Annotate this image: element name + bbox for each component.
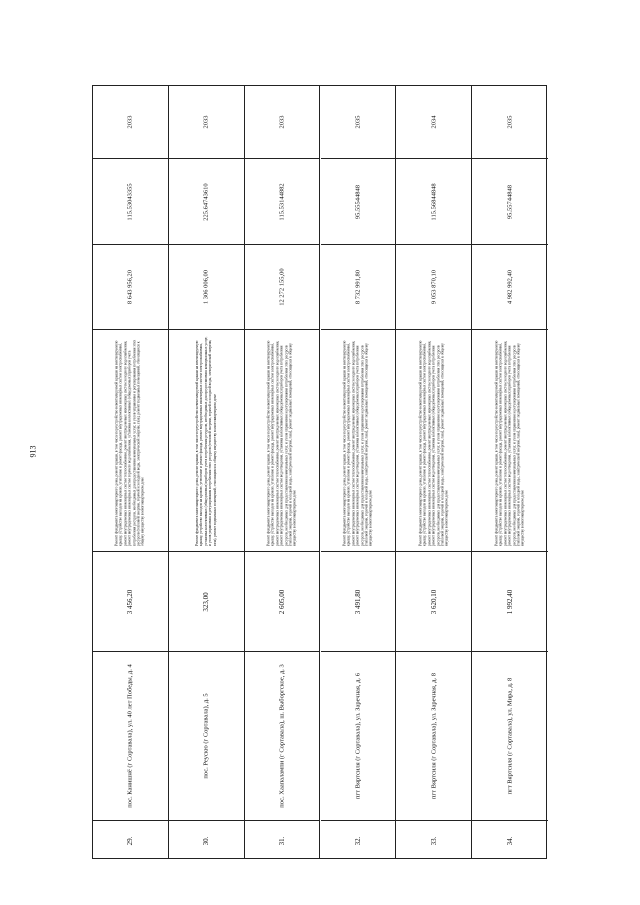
row-number: 33. bbox=[429, 836, 438, 845]
row-description-cell bbox=[245, 329, 320, 551]
row-area-cell bbox=[472, 551, 548, 651]
row-address: пос. Канишнё (г Сортавала), ул. 40 лет Победы, д. 4 bbox=[126, 664, 134, 808]
row-address: пгт Вяртсиля (г Сортавала), ул. Мира, д. 8 bbox=[506, 677, 514, 795]
row-unit-cost: 115.53043355 bbox=[126, 182, 134, 221]
row-cost: 8 643 956,20 bbox=[126, 269, 134, 305]
row-description: Ремонт фундамента многоквартирного дома, ремонт крыши, в том числе переустройство невентилируемой крыши на вентилируемую крышу, устройство выходов на кровлю, утепление и ремонт фасада, ремонт внутридомовых инженерных систем электроснабжения, установка коллективных (общедомовых) приборов учета потребления ресурсов, необходимых для предоставления коммунальных услуг, и узлов управления и регулирования потребления этих ресурсов (тепловой энергии, горячей и холодной воды, электрической энергии, газа), ремонт подвальных помещений, относящихся к общему имуществу в многоквартирном доме bbox=[195, 336, 217, 546]
table-row bbox=[472, 86, 548, 858]
row-cost-cell bbox=[245, 244, 320, 329]
row-area-cell bbox=[245, 551, 320, 651]
row-unit-cost-cell bbox=[169, 158, 244, 244]
row-cost: 9 053 870,10 bbox=[430, 269, 438, 305]
row-description: Ремонт фундамента многоквартирного дома, ремонт крыши, в том числе переустройство невентилируемой крыши на вентилируемую крышу, устройство выходов на кровлю, утепление и ремонт фасада, ремонт внутридомовых инженерных систем электроснабжения, ремонт внутридомовых инженерных систем теплоснабжения, ремонт внутридомовых инженерных систем холодного водоснабжения, ремонт внутридомовых инженерных систем горячего водоснабжения, установка коллективных (общедомовых) приборов учета потребления ресурсов, необходимых для предоставления коммунальных услуг, и узлов управления и регулирования потребления этих ресурсов (тепловой энергии, горячей и холодной воды, электрической энергии, газа), ремонт подвальных помещений, относящихся к общему имуществу в многоквартирном доме bbox=[114, 339, 146, 546]
row-year-cell bbox=[321, 86, 396, 158]
row-year: 2033 bbox=[278, 115, 286, 129]
row-address-cell bbox=[245, 651, 320, 820]
row-unit-cost-cell bbox=[321, 158, 396, 244]
row-year: 2035 bbox=[506, 115, 514, 129]
row-unit-cost: 95.55544848 bbox=[354, 184, 362, 219]
row-cost: 12 272 155,00 bbox=[278, 268, 286, 306]
row-description: Ремонт фундамента многоквартирного дома, ремонт крыши, в том числе переустройство невентилируемой крыши на вентилируемую крышу, устройство выходов на кровлю, утепление и ремонт фасада, ремонт внутридомовых инженерных систем электроснабжения, ремонт внутридомовых инженерных систем теплоснабжения, ремонт внутридомовых инженерных систем холодного водоснабжения, ремонт внутридомовых инженерных систем водоотведения, установка коллективных (общедомовых) приборов учета потребления ресурсов, необходимых для предоставления коммунальных услуг, и узлов управления и регулирования потребления этих ресурсов (тепловой энергии, горячей и холодной воды, электрической энергии, газа), ремонт подвальных помещений, относящихся к общему имуществу в многоквартирном доме bbox=[494, 340, 526, 546]
row-cost-cell bbox=[396, 244, 471, 329]
row-number-cell bbox=[321, 820, 396, 860]
row-description: Ремонт фундамента многоквартирного дома, ремонт крыши, в том числе переустройство невентилируемой крыши на вентилируемую крышу, устройство выходов на кровлю, утепление и ремонт фасада, ремонт внутридомовых инженерных систем электроснабжения, ремонт внутридомовых инженерных систем теплоснабжения, ремонт внутридомовых инженерных систем холодного водоснабжения, ремонт внутридомовых инженерных систем водоотведения, установка коллективных (общедомовых) приборов учета потребления ресурсов, необходимых для предоставления коммунальных услуг, и узлов управления и регулирования потребления этих ресурсов (тепловой энергии, горячей и холодной воды, электрической энергии, газа), ремонт подвальных помещений, относящихся к общему имуществу в многоквартирном доме bbox=[418, 340, 449, 546]
row-area-cell bbox=[321, 551, 396, 651]
row-area: 1 992,40 bbox=[506, 589, 515, 614]
row-unit-cost: 95.55744848 bbox=[506, 184, 514, 219]
row-description-cell bbox=[321, 329, 396, 551]
row-address: пос. Хаапалампи (г Сортавала), ш. Выборгское, д. 3 bbox=[278, 664, 286, 808]
row-year-cell bbox=[169, 86, 244, 158]
row-cost-cell bbox=[93, 244, 168, 329]
row-cost-cell bbox=[472, 244, 548, 329]
row-cost-cell bbox=[321, 244, 396, 329]
row-year: 2035 bbox=[354, 115, 362, 129]
row-unit-cost-cell bbox=[396, 158, 471, 244]
row-area-cell bbox=[396, 551, 471, 651]
row-number-cell bbox=[245, 820, 320, 860]
table-row bbox=[169, 86, 245, 858]
table-row bbox=[396, 86, 472, 858]
row-year-cell bbox=[245, 86, 320, 158]
table-row bbox=[245, 86, 321, 858]
table-row bbox=[93, 86, 169, 858]
row-unit-cost-cell bbox=[245, 158, 320, 244]
row-number-cell bbox=[396, 820, 471, 860]
row-cost: 8 732 991,80 bbox=[354, 269, 362, 305]
row-address-cell bbox=[396, 651, 471, 820]
row-description-cell bbox=[396, 329, 471, 551]
row-number: 31. bbox=[278, 836, 287, 845]
row-number-cell bbox=[169, 820, 244, 860]
row-number-cell bbox=[472, 820, 548, 860]
row-number: 29. bbox=[126, 836, 135, 845]
row-address: пос. Реускю (г Сортавала), д. 5 bbox=[202, 693, 210, 779]
row-year-cell bbox=[472, 86, 548, 158]
row-unit-cost: 225.64743610 bbox=[202, 182, 210, 221]
row-description: Ремонт фундамента многоквартирного дома, ремонт крыши, в том числе переустройство невентилируемой крыши на вентилируемую крышу, устройство выходов на кровлю, утепление и ремонт фасада, ремонт внутридомовых инженерных систем электроснабжения, ремонт внутридомовых инженерных систем теплоснабжения, ремонт внутридомовых инженерных систем холодного водоснабжения, ремонт внутридомовых инженерных систем водоотведения, установка коллективных (общедомовых) приборов учета потребления ресурсов, необходимых для предоставления коммунальных услуг, и узлов управления и регулирования потребления этих ресурсов (тепловой энергии, горячей и холодной воды, электрической энергии, газа), ремонт подвальных помещений, относящихся к общему имуществу в многоквартирном доме bbox=[342, 340, 373, 546]
row-address: пгт Вяртсиля (г Сортавала), ул. Заречная, д. 8 bbox=[430, 673, 438, 799]
row-description-cell bbox=[93, 329, 168, 551]
row-description: Ремонт фундамента многоквартирного дома, ремонт крыши, в том числе переустройство невентилируемой крыши на вентилируемую крышу, устройство выходов на кровлю, утепление и ремонт фасада, ремонт внутридомовых инженерных систем электроснабжения, ремонт внутридомовых инженерных систем теплоснабжения, ремонт внутридомовых инженерных систем холодного водоснабжения, ремонт внутридомовых инженерных систем водоотведения, установка коллективных (общедомовых) приборов учета потребления ресурсов, необходимых для предоставления коммунальных услуг, и узлов управления и регулирования потребления этих ресурсов (тепловой энергии, горячей и холодной воды, электрической энергии, газа), ремонт подвальных помещений, относящихся к общему имуществу в многоквартирном доме bbox=[266, 340, 298, 546]
row-area: 3 491,80 bbox=[353, 589, 362, 614]
works-table bbox=[92, 85, 547, 859]
row-area: 2 605,00 bbox=[278, 589, 287, 614]
row-unit-cost: 115.53144882 bbox=[278, 182, 286, 221]
row-year: 2033 bbox=[202, 115, 210, 129]
row-address-cell bbox=[93, 651, 168, 820]
row-description-cell bbox=[169, 329, 244, 551]
row-number: 34. bbox=[506, 836, 515, 845]
row-number: 32. bbox=[353, 836, 362, 845]
row-cost-cell bbox=[169, 244, 244, 329]
row-cost: 1 306 006,00 bbox=[202, 269, 210, 305]
row-year-cell bbox=[396, 86, 471, 158]
row-year: 2033 bbox=[126, 115, 134, 129]
row-unit-cost-cell bbox=[472, 158, 548, 244]
row-unit-cost-cell bbox=[93, 158, 168, 244]
row-area: 3 456,20 bbox=[126, 589, 135, 614]
row-address: пгт Вяртсиля (г Сортавала), ул. Заречная, д. 6 bbox=[354, 673, 362, 799]
row-address-cell bbox=[472, 651, 548, 820]
row-year: 2034 bbox=[430, 115, 438, 129]
row-address-cell bbox=[321, 651, 396, 820]
row-area: 323,00 bbox=[202, 591, 211, 612]
row-area-cell bbox=[93, 551, 168, 651]
row-area-cell bbox=[169, 551, 244, 651]
row-unit-cost: 115.56844848 bbox=[430, 182, 438, 221]
table-row bbox=[321, 86, 397, 858]
row-cost: 4 982 992,40 bbox=[506, 269, 514, 305]
row-number: 30. bbox=[202, 836, 211, 845]
page-number: 913 bbox=[28, 445, 38, 458]
row-number-cell bbox=[93, 820, 168, 860]
row-year-cell bbox=[93, 86, 168, 158]
row-address-cell bbox=[169, 651, 244, 820]
row-description-cell bbox=[472, 329, 548, 551]
row-area: 3 620,10 bbox=[429, 589, 438, 614]
